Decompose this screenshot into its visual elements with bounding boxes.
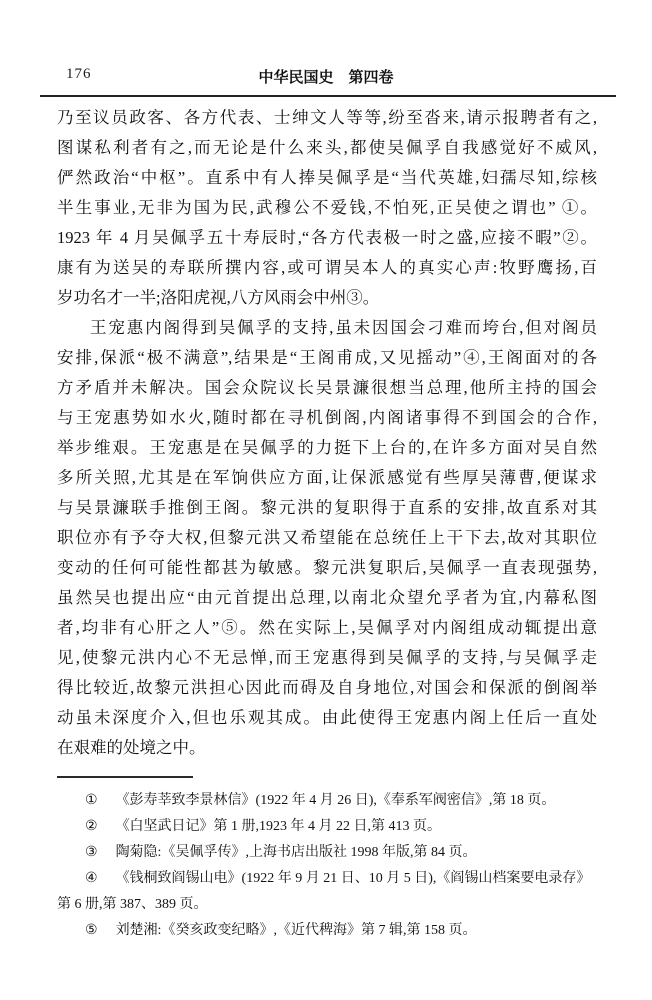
body-text-line: 在艰难的处境之中。 [57,738,206,757]
footnotes [57,788,603,944]
body-text-line: 岁功名才一半;洛阳虎视,八方风雨会中州③。 [57,288,380,307]
body-text-line: 与吴景濂联手推倒王阁。黎元洪的复职得于直系的安排,故直系对其 [57,498,597,517]
footnote-text: 刘楚湘:《癸亥政变纪略》,《近代稗海》第 7 辑,第 158 页。 [115,923,477,938]
body-text-line: 变动的任何可能性都甚为敏感。黎元洪复职后,吴佩孚一直表现强势, [57,558,597,577]
footnote-marker: ④ [85,871,98,886]
book-title: 中华民国史 第四卷 [258,70,394,86]
body-text-line: 安排,保派“极不满意”,结果是“王阁甫成,又见摇动”④,王阁面对的各 [57,348,597,367]
footnote-marker: ② [85,819,98,834]
body-text-line: 乃至议员政客、各方代表、士绅文人等等,纷至沓来,请示报聘者有之, [57,108,597,127]
body-text-line: 王宠惠内阁得到吴佩孚的支持,虽未因国会刁难而垮台,但对阁员 [90,318,597,337]
footnote-text: 陶菊隐:《吴佩孚传》,上海书店出版社 1998 年版,第 84 页。 [115,845,477,860]
running-header [40,66,612,88]
body-text-line: 见,使黎元洪内心不无忌惮,而王宠惠得到吴佩孚的支持,与吴佩孚走 [57,648,597,667]
body-text-line: 1923 年 4 月吴佩孚五十寿辰时,“各方代表极一时之盛,应接不暇”②。 [57,228,597,247]
footnote [57,866,603,892]
header-divider [40,95,616,97]
footnote-marker: ① [85,793,98,808]
footnote-text: 《白坚武日记》第 1 册,1923 年 4 月 22 日,第 413 页。 [115,819,442,834]
body-text-line: 多所关照,尤其是在军饷供应方面,让保派感觉有些厚吴薄曹,便谋求 [57,468,597,487]
footnote-divider [57,776,193,778]
body-text-line: 半生事业,无非为国为民,武穆公不爱钱,不怕死,正吴使之谓也” ①。 [57,198,597,217]
body-text-line: 康有为送吴的寿联所撰内容,或可谓吴本人的真实心声:牧野鹰扬,百 [57,258,597,277]
body-text-line: 与王宠惠势如水火,随时都在寻机倒阁,内阁诸事得不到国会的合作, [57,408,597,427]
body-text-line: 方矛盾并未解决。国会众院议长吴景濂很想当总理,他所主持的国会 [57,378,597,397]
footnote [57,918,603,944]
footnote-continuation: 第 6 册,第 387、389 页。 [57,897,208,912]
body-text-line: 俨然政治“中枢”。直系中有人捧吴佩孚是“当代英雄,妇孺尽知,综核 [57,168,597,187]
footnote [57,840,603,866]
body-text-line: 得比较近,故黎元洪担心因此而碍及自身地位,对国会和保派的倒阁举 [57,678,597,697]
page-number: 176 [66,66,92,82]
footnote-text: 《彭寿莘致李景林信》(1922 年 4 月 26 日),《奉系军阀密信》,第 18 页。 [115,793,556,808]
footnote [57,788,603,814]
body-text-line: 职位亦有予夺大权,但黎元洪又希望能在总统任上干下去,故对其职位 [57,528,597,547]
footnote-marker: ⑤ [85,923,98,938]
body-text-line: 虽然吴也提出应“由元首提出总理,以南北众望允孚者为宜,内幕私图 [57,588,597,607]
body-text-line: 动虽未深度介入,但也乐观其成。由此使得王宠惠内阁上任后一直处 [57,708,597,727]
body-text [57,103,597,763]
body-text-line: 举步维艰。王宠惠是在吴佩孚的力挺下上台的,在许多方面对吴自然 [57,438,597,457]
footnote-marker: ③ [85,845,98,860]
footnote-text: 《钱桐致阎锡山电》(1922 年 9 月 21 日、10 月 5 日),《阎锡山档案要电录存》 [115,871,591,886]
body-text-line: 图谋私利者有之,而无论是什么来头,都使吴佩孚自我感觉好不威风, [57,138,597,157]
footnote [57,814,603,840]
body-text-line: 者,均非有心肝之人”⑤。然在实际上,吴佩孚对内阁组成动辄提出意 [57,618,597,637]
